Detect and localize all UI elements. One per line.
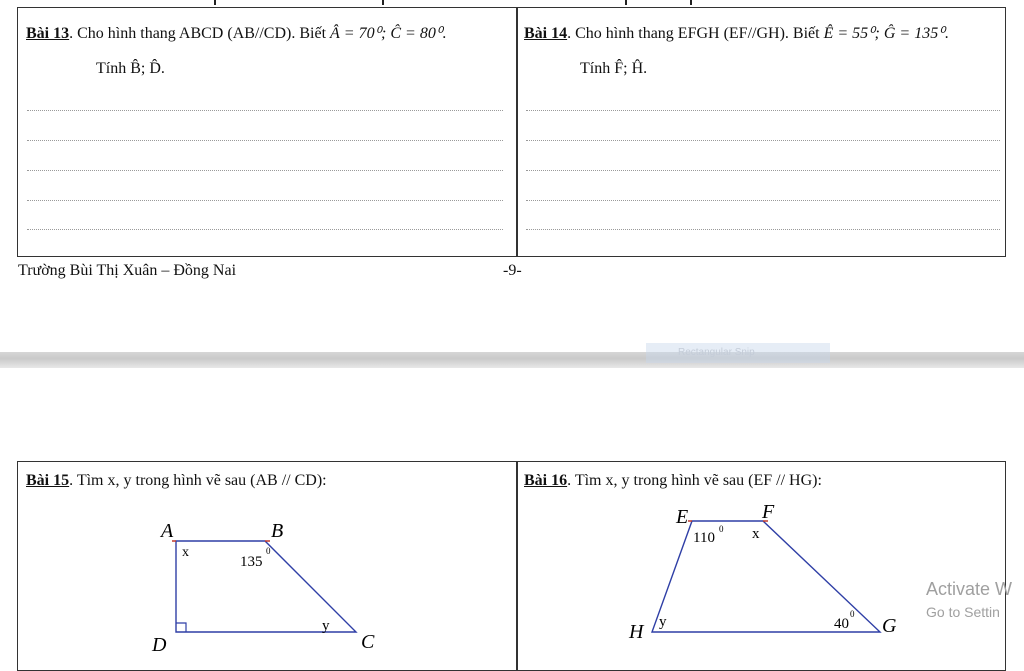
angle-x-label: x [182,545,189,560]
problem-16-text: . Tìm x, y trong hình vẽ sau (EF // HG): [567,472,822,489]
angle-135-label: 135 [240,554,263,570]
degree-sign: 0 [850,609,855,619]
problem-14-given: Ê = 55⁰; Ĝ = 135⁰ [823,25,945,42]
footer-school: Trường Bùi Thị Xuân – Đồng Nai [18,262,237,279]
vertex-a-label: A [161,520,174,542]
vertex-h-label: H [629,621,644,643]
problem-14-label: Bài 14 [524,25,568,42]
vertex-f-label: F [762,501,775,523]
problem-13-task: Tính B̂; D̂. [96,60,165,77]
trapezoid-efgh-figure [628,501,897,643]
angle-y-label: y [322,618,330,634]
problem-15-label: Bài 15 [26,472,70,489]
problem-14-task: Tính F̂; Ĥ. [580,60,648,77]
footer-page-number: -9- [503,262,522,279]
problem-16-label: Bài 16 [524,472,568,489]
trapezoid-abcd-figure [151,520,375,656]
right-angle-mark-d [176,623,186,632]
windows-activation-watermark [926,579,1012,620]
degree-sign: 0 [266,546,271,556]
rectangular-snip-tooltip: Rectangular Snip [646,343,830,363]
problem-13-label: Bài 13 [26,25,70,42]
problem-14-end: . [944,25,949,42]
problem-13-end: . [442,25,447,42]
problem-13-text: . Cho hình thang ABCD (AB//CD). Biết [69,25,331,42]
vertex-d-label: D [152,634,167,656]
angle-x-label: x [752,526,760,542]
angle-110-label: 110 [693,530,715,546]
angle-y-label: y [659,614,667,630]
vertex-e-label: E [676,506,689,528]
degree-sign: 0 [719,524,724,534]
vertex-g-label: G [882,615,897,637]
problem-14-text: . Cho hình thang EFGH (EF//GH). Biết [567,25,824,42]
go-to-settings-text: Go to Settin [926,604,1000,620]
problem-15-text: . Tìm x, y trong hình vẽ sau (AB // CD): [69,472,327,489]
activate-text: Activate W [926,579,1013,599]
vertex-b-label: B [271,520,284,542]
angle-40-label: 40 [834,616,849,632]
problem-13-given: Â = 70⁰; Ĉ = 80⁰ [330,25,443,42]
vertex-c-label: C [361,631,375,653]
